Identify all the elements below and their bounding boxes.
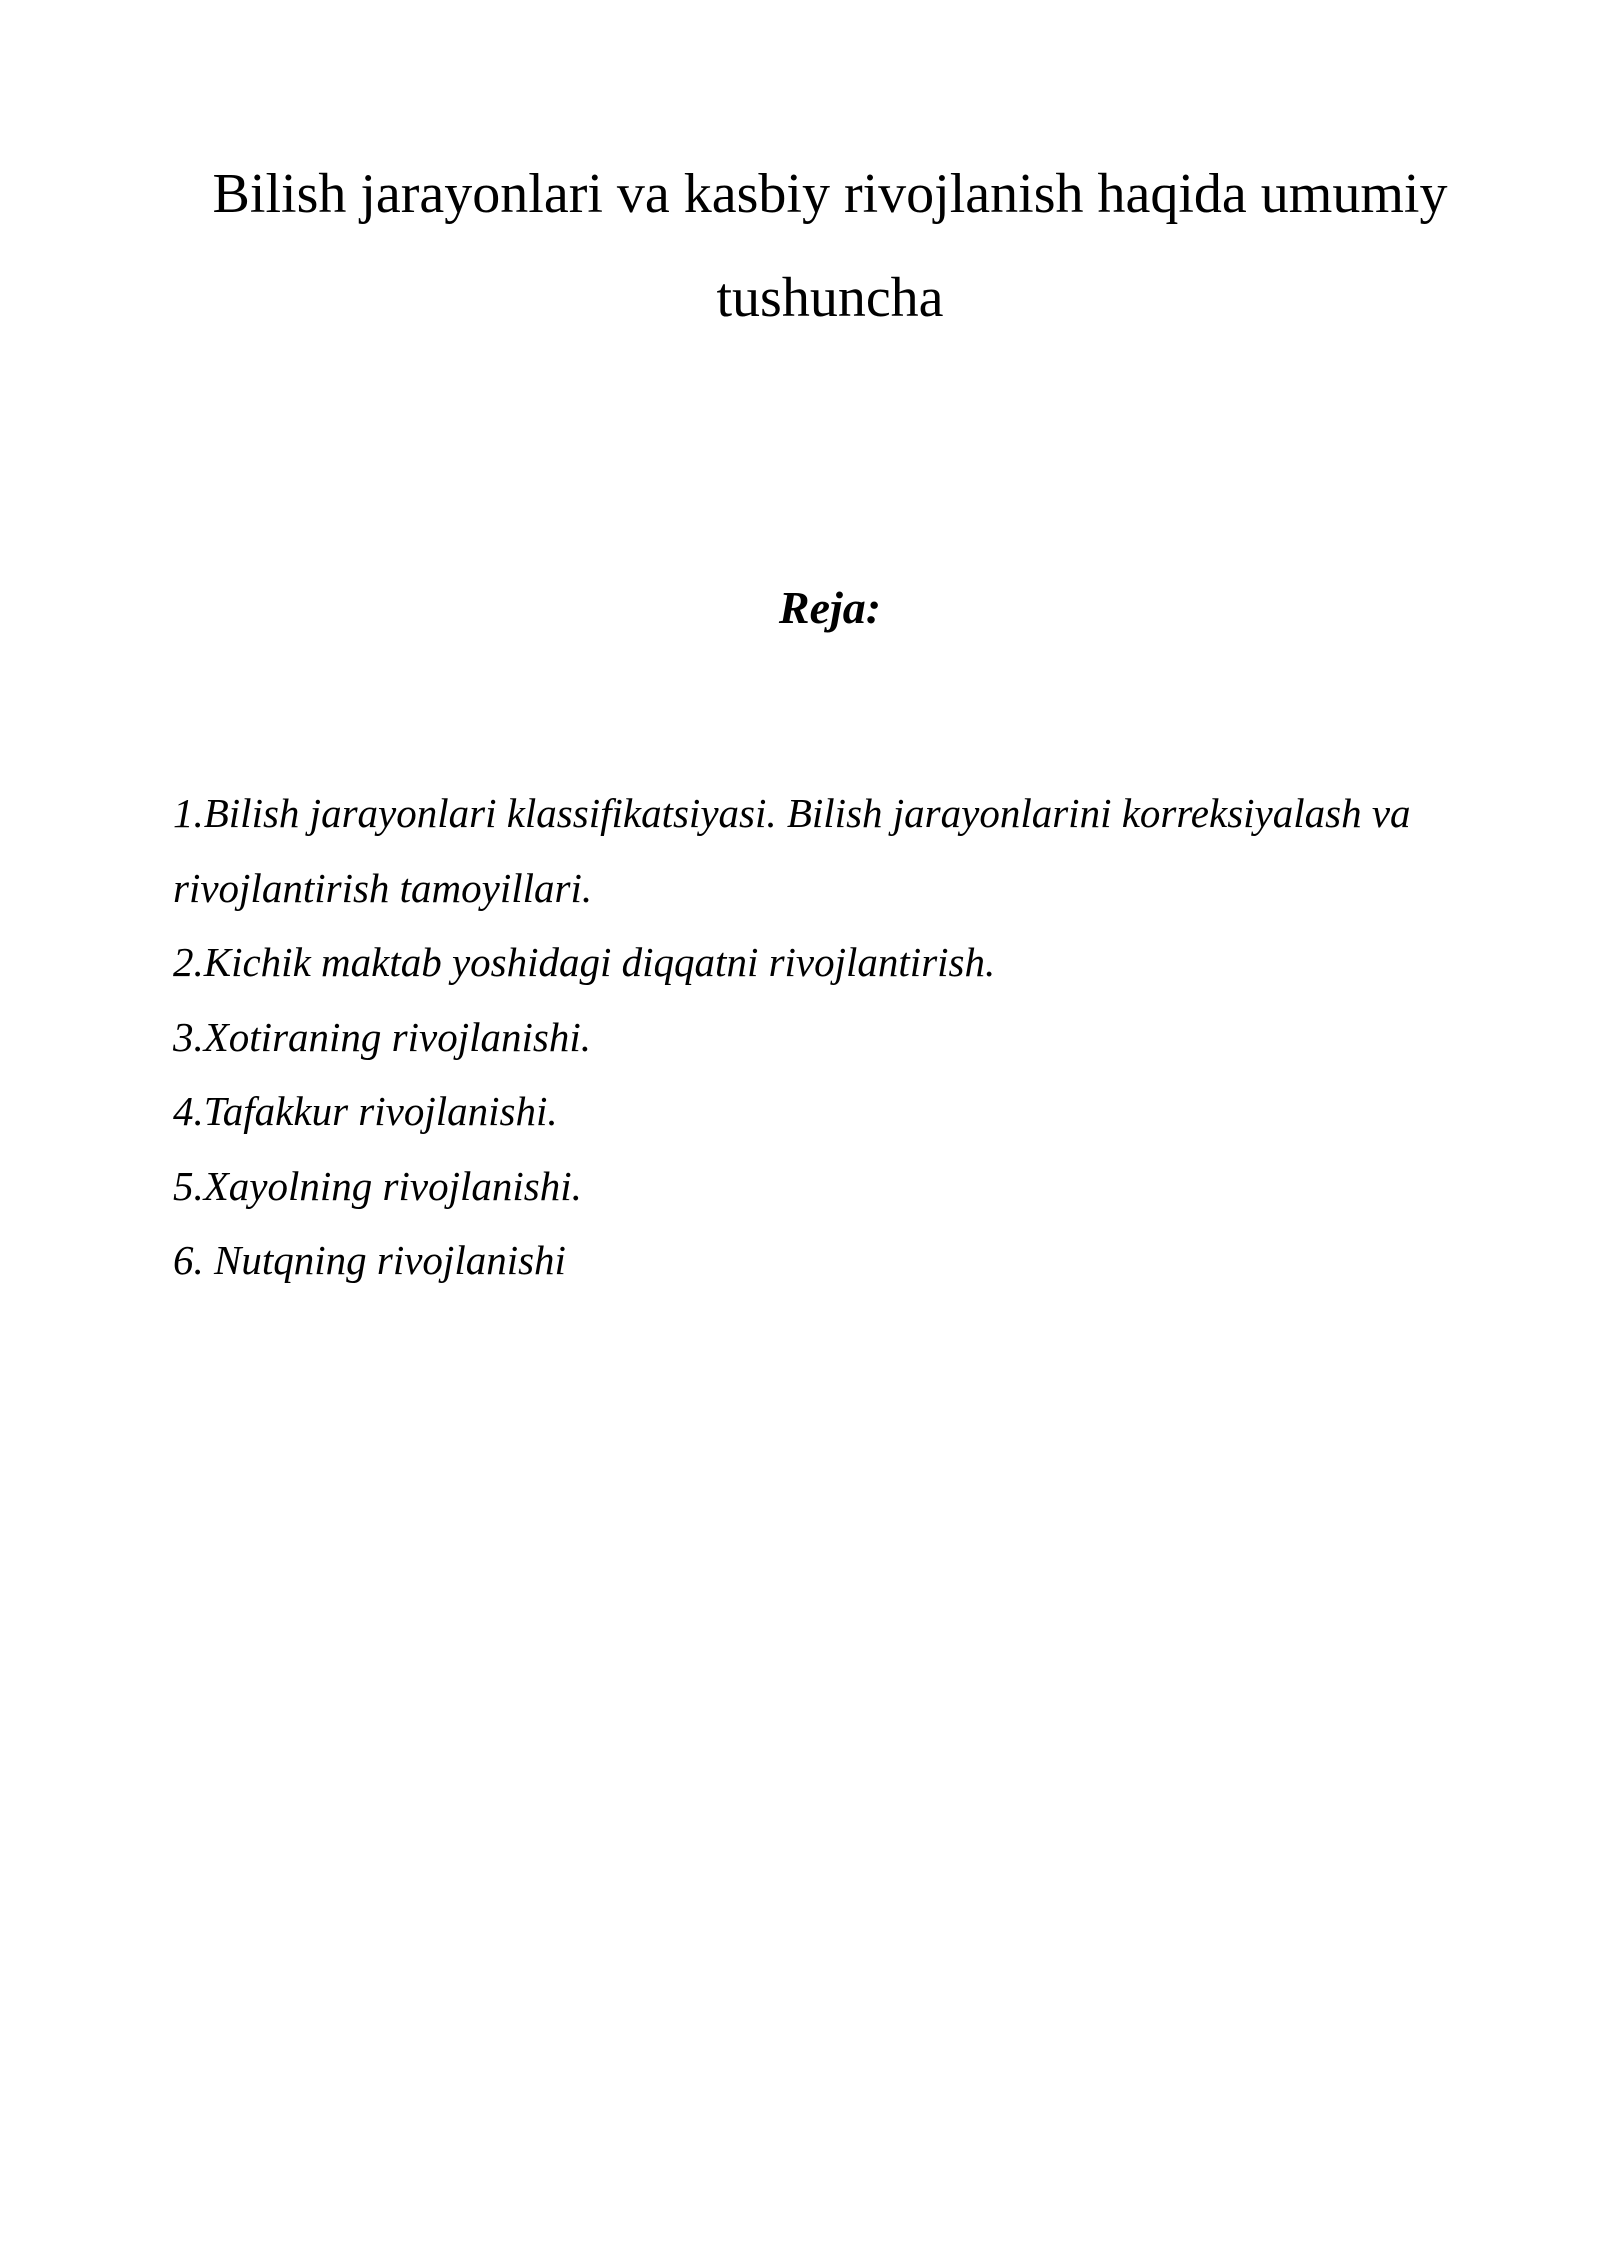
plan-item-3: 3.Xotiraning rivojlanishi. [173, 1013, 591, 1060]
plan-item-1: 1.Bilish jarayonlari klassifikatsiyasi. Bilish jarayonlarini korreksiyalash va rivojlantirish tamoyillari. [173, 790, 1411, 911]
plan-list [173, 776, 1493, 1298]
plan-item-2: 2.Kichik maktab yoshidagi diqqatni rivojlantirish. [173, 939, 996, 985]
plan-item-4: 4.Tafakkur rivojlanishi. [173, 1088, 558, 1134]
plan-heading: Reja: [778, 582, 882, 633]
plan-item-5: 5.Xayolning rivojlanishi. [173, 1162, 582, 1209]
plan-item-6: 6. Nutqning rivojlanishi [173, 1237, 566, 1283]
page-title: Bilish jarayonlari va kasbiy rivojlanish haqida umumiy tushuncha [212, 163, 1448, 329]
